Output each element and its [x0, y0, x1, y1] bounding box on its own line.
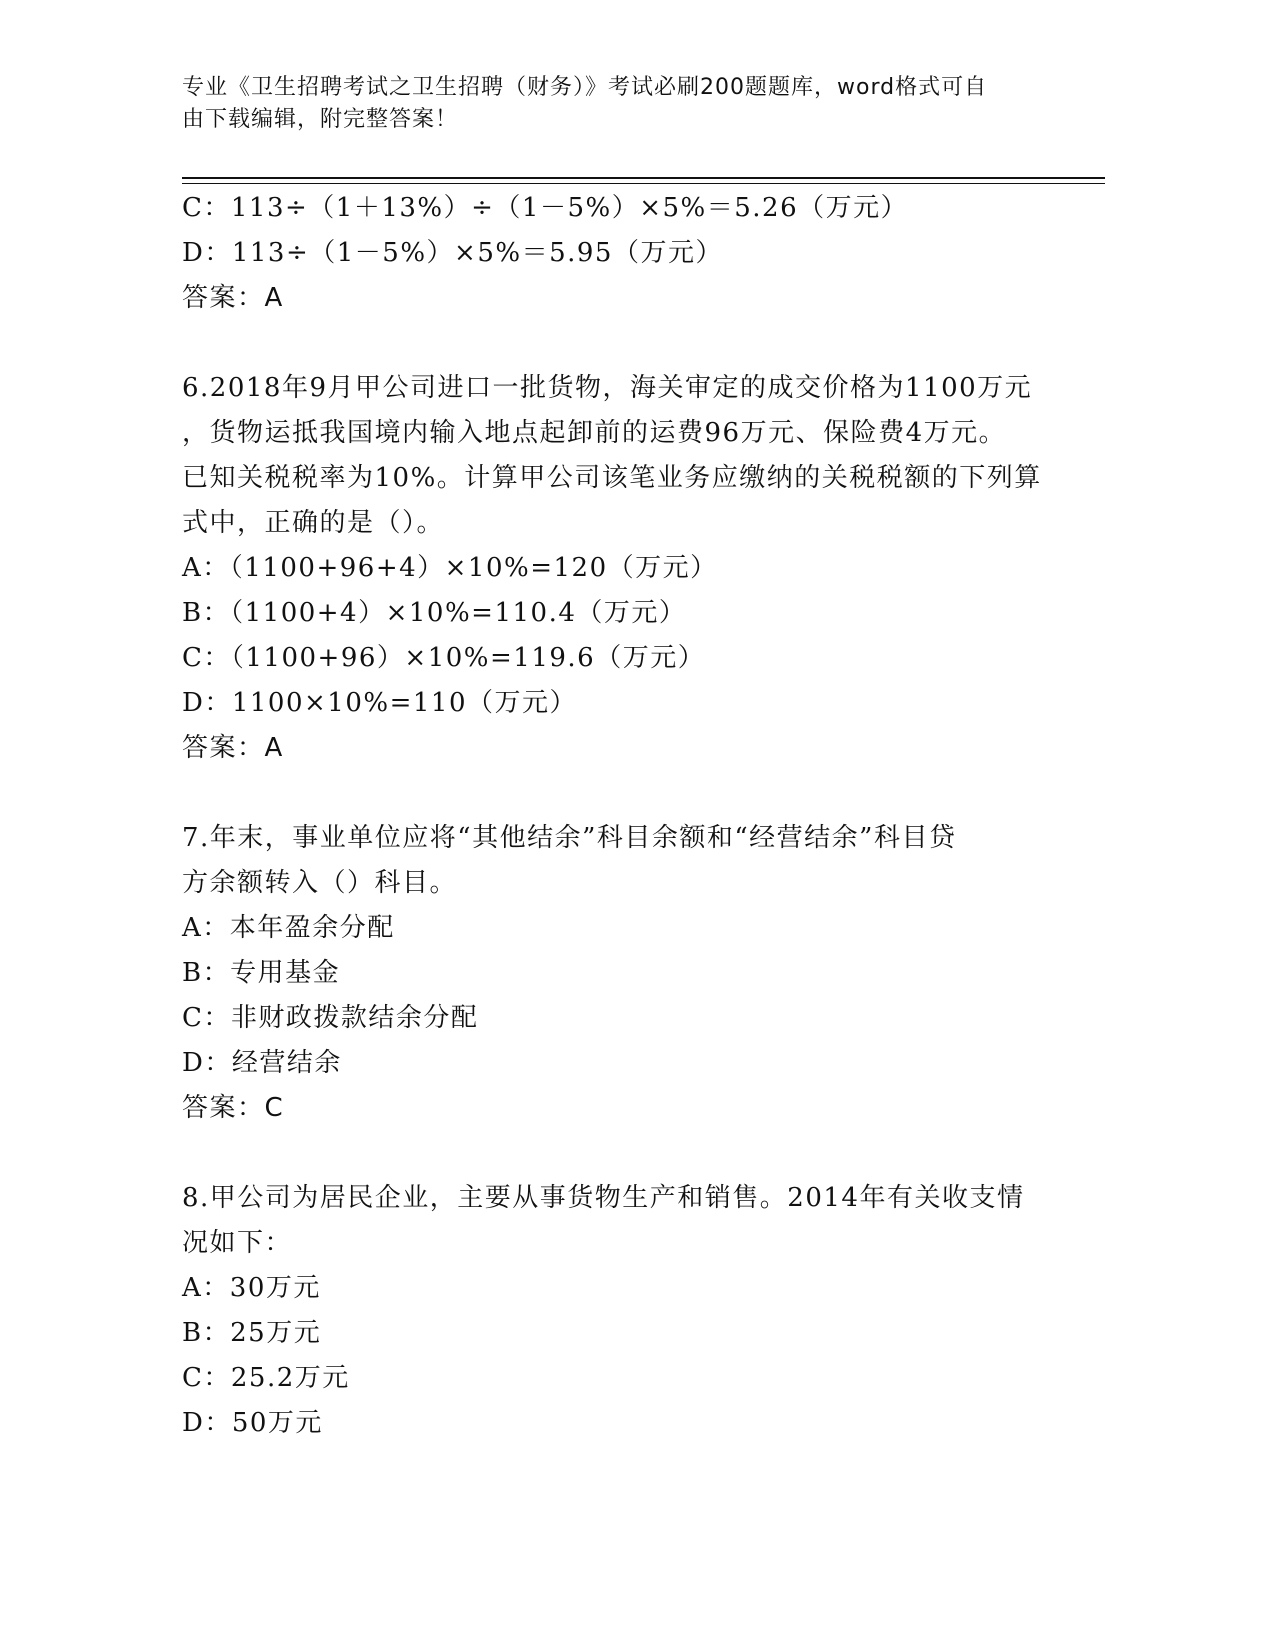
option-c: C：非财政拨款结余分配 — [182, 1003, 479, 1033]
question-6 — [182, 366, 1082, 771]
option-b: B：25万元 — [182, 1318, 322, 1348]
option-a: A：30万元 — [182, 1273, 321, 1303]
option-b: B：（1100+4）×10%=110.4（万元） — [182, 598, 687, 628]
document-body — [182, 186, 1082, 1446]
option-d: D：1100×10%=110（万元） — [182, 688, 577, 718]
question-7 — [182, 816, 1082, 1131]
spacer — [182, 321, 1082, 366]
question-stem-line: 方余额转入（）科目。 — [182, 868, 458, 898]
question-8 — [182, 1176, 1082, 1446]
answer-label: 答案：A — [182, 283, 284, 313]
option-d: D：50万元 — [182, 1408, 323, 1438]
option-d: D：113÷（1－5%）×5%＝5.95（万元） — [182, 238, 723, 268]
header-divider-thin — [182, 183, 1105, 184]
spacer — [182, 771, 1082, 816]
question-stem-line: ，货物运抵我国境内输入地点起卸前的运费96万元、保险费4万元。 — [182, 418, 1007, 448]
document-header — [182, 72, 1062, 136]
answer-label: 答案：A — [182, 733, 284, 763]
question-stem-line: 7.年末，事业单位应将“其他结余”科目余额和“经营结余”科目贷 — [182, 823, 957, 853]
option-c: C：25.2万元 — [182, 1363, 350, 1393]
answer-label: 答案：C — [182, 1093, 285, 1123]
question-stem-line: 6.2018年9月甲公司进口一批货物，海关审定的成交价格为1100万元 — [182, 373, 1033, 403]
question-stem-line: 已知关税税率为10%。计算甲公司该笔业务应缴纳的关税税额的下列算 — [182, 463, 1042, 493]
option-a: A：本年盈余分配 — [182, 913, 395, 943]
option-d: D：经营结余 — [182, 1048, 342, 1078]
header-line-1: 专业《卫生招聘考试之卫生招聘（财务）》考试必刷200题题库，word格式可自 — [182, 75, 988, 100]
option-c: C：（1100+96）×10%=119.6（万元） — [182, 643, 706, 673]
header-divider-thick — [182, 177, 1105, 179]
option-c: C：113÷（1＋13%）÷（1－5%）×5%＝5.26（万元） — [182, 193, 909, 223]
spacer — [182, 1131, 1082, 1176]
question-5-tail — [182, 186, 1082, 321]
question-stem-line: 式中，正确的是（）。 — [182, 508, 445, 538]
option-a: A：（1100+96+4）×10%=120（万元） — [182, 553, 718, 583]
question-stem-line: 8.甲公司为居民企业，主要从事货物生产和销售。2014年有关收支情 — [182, 1183, 1025, 1213]
question-stem-line: 况如下： — [182, 1228, 293, 1258]
option-b: B：专用基金 — [182, 958, 341, 988]
header-line-2: 由下载编辑，附完整答案！ — [182, 107, 459, 132]
